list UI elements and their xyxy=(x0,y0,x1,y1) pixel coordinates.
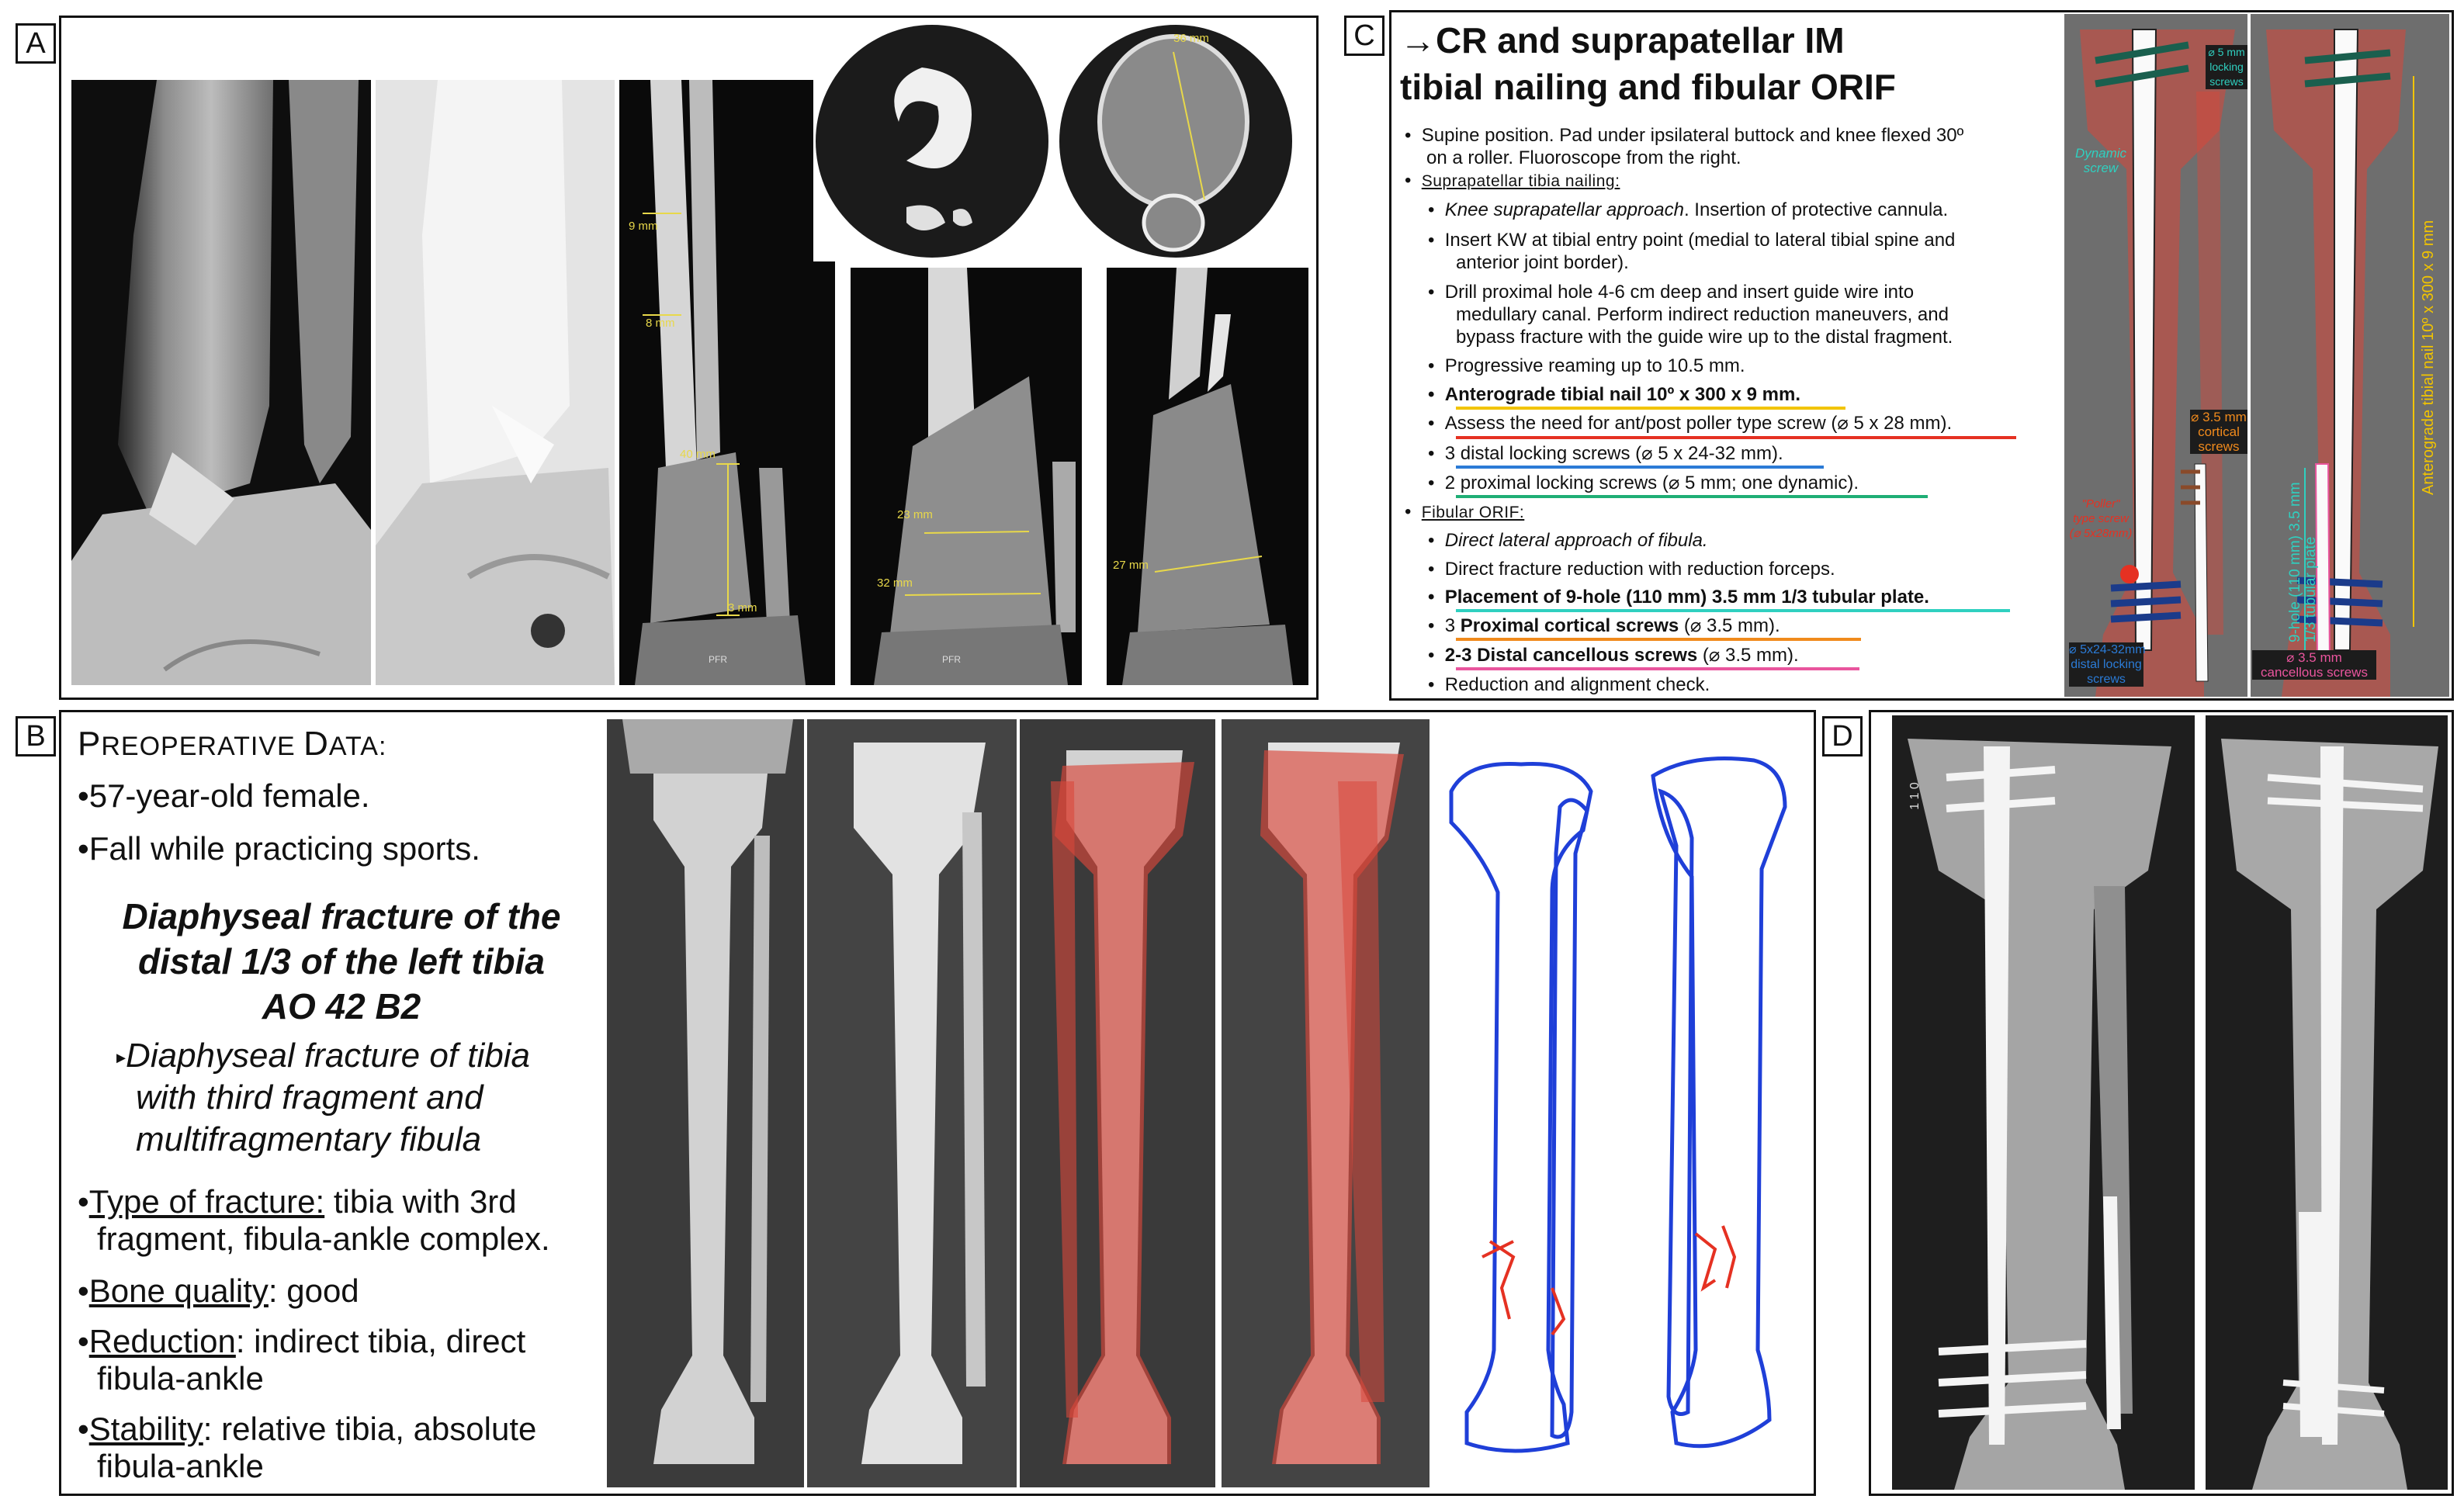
ct-tag-1: PFR xyxy=(709,654,727,665)
ct-coronal-2 xyxy=(851,268,1082,685)
surgery-title-line-1: →CR and suprapatellar IM xyxy=(1400,20,1845,61)
step-distal-locking: • 3 distal locking screws (⌀ 5 x 24-32 mm). xyxy=(1428,443,1783,464)
label-tibial-nail: Anterograde tibial nail 10º x 300 x 9 mm xyxy=(2420,220,2437,495)
step-drill-3: bypass fracture with the guide wire up to the distal fragment. xyxy=(1456,327,1953,348)
xray-lateral-leg-preop xyxy=(807,719,1017,1487)
diagnosis-line-1: Diaphyseal fracture of the xyxy=(122,896,561,936)
xray-lateral-leg-overlay xyxy=(1222,719,1430,1487)
xray-ap-leg-preop xyxy=(607,719,804,1487)
ct-measure-3: 40 mm xyxy=(680,448,716,461)
diagnosis-line-2: distal 1/3 of the left tibia xyxy=(138,941,545,981)
step-cortical: • 3 Proximal cortical screws (⌀ 3.5 mm). xyxy=(1428,615,1780,636)
ct-measure-5: 23 mm xyxy=(897,508,933,521)
section-tibia-nailing: • Suprapatellar tibia nailing: xyxy=(1405,170,1620,191)
xray-lateral-ankle xyxy=(376,80,615,685)
subdiagnosis-line-2: with third fragment and xyxy=(136,1078,483,1117)
step-positioning: • Supine position. Pad under ipsilateral buttock and knee flexed 30º xyxy=(1405,125,1964,146)
step-positioning-2: on a roller. Fluoroscope from the right. xyxy=(1426,147,1741,168)
ct-measure-1: 9 mm xyxy=(629,220,658,233)
step-plate: • Placement of 9-hole (110 mm) 3.5 mm 1/3 tubular plate. xyxy=(1428,587,1929,608)
preop-item-age: •57-year-old female. xyxy=(78,777,370,814)
step-alignment-check: • Reduction and alignment check. xyxy=(1428,674,1710,695)
underline-orange xyxy=(1456,638,1861,641)
diagnosis-line-3: AO 42 B2 xyxy=(262,986,421,1027)
step-proximal-locking: • 2 proximal locking screws (⌀ 5 mm; one dynamic). xyxy=(1428,473,1859,493)
outline-drawing-ap xyxy=(1436,745,1614,1474)
underline-red xyxy=(1456,436,2016,439)
ct-coronal-1 xyxy=(619,80,835,685)
plan-ap-image xyxy=(2064,14,2247,697)
step-fibula-reduction: • Direct fracture reduction with reduction forceps. xyxy=(1428,559,1835,580)
label-dynamic-screw: Dynamic screw xyxy=(2074,146,2127,175)
step-nail: • Anterograde tibial nail 10º x 300 x 9 mm. xyxy=(1428,384,1801,405)
underline-blue xyxy=(1456,466,1824,469)
section-fibular-orif: • Fibular ORIF: xyxy=(1405,501,1525,522)
preop-stability-line-2: fibula-ankle xyxy=(97,1448,264,1484)
ct-axial-1 xyxy=(813,21,1051,261)
label-tubular-plate: 9-hole (110 mm) 3.5 mm 1/3 tubular plate xyxy=(2287,482,2319,642)
ct-measure-8: 36 mm xyxy=(1173,32,1209,45)
preop-item-mechanism: •Fall while practicing sports. xyxy=(78,830,480,867)
preop-heading: PREOPERATIVE DATA: xyxy=(78,725,387,763)
preop-reduction-line-1: •Reduction: indirect tibia, direct xyxy=(78,1323,526,1359)
label-cancellous-screws: ⌀ 3.5 mm cancellous screws xyxy=(2252,650,2376,680)
step-approach: • Knee suprapatellar approach. Insertion of protective cannula. xyxy=(1428,199,1949,220)
surgery-title-line-2: tibial nailing and fibular ORIF xyxy=(1400,67,1896,107)
ct-measure-6: 32 mm xyxy=(877,576,913,590)
xray-ap-leg-overlay xyxy=(1020,719,1215,1487)
label-poller-screw: "Poller" type screw (⌀ 5x28mm) xyxy=(2069,497,2133,540)
step-reaming: • Progressive reaming up to 10.5 mm. xyxy=(1428,355,1745,376)
subdiagnosis-line-3: multifragmentary fibula xyxy=(136,1120,482,1158)
step-cancellous: • 2-3 Distal cancellous screws (⌀ 3.5 mm). xyxy=(1428,645,1799,666)
panel-a-letter: A xyxy=(16,23,56,64)
label-locking-screws: ⌀ 5 mm locking screws xyxy=(2206,45,2247,89)
ct-tag-2: PFR xyxy=(942,654,961,665)
preop-reduction-line-2: fibula-ankle xyxy=(97,1360,264,1397)
step-poller: • Assess the need for ant/post poller type screw (⌀ 5 x 28 mm). xyxy=(1428,413,1953,434)
preop-stability-line-1: •Stability: relative tibia, absolute xyxy=(78,1411,537,1447)
panel-b-letter: B xyxy=(16,716,56,756)
step-drill: • Drill proximal hole 4-6 cm deep and insert guide wire into xyxy=(1428,282,1915,303)
underline-yellow xyxy=(1456,407,1845,410)
xray-marker: 1 1 0 xyxy=(1908,782,1922,810)
label-cortical-screws: ⌀ 3.5 mm cortical screws xyxy=(2191,410,2247,454)
ct-measure-4: 3 mm xyxy=(728,601,757,615)
step-drill-2: medullary canal. Perform indirect reduction maneuvers, and xyxy=(1456,304,1949,325)
step-kw-2: anterior joint border). xyxy=(1456,252,1629,273)
subdiagnosis-line-1: ▸Diaphyseal fracture of tibia xyxy=(116,1037,530,1075)
panel-d-letter: D xyxy=(1822,716,1863,756)
ct-axial-2 xyxy=(1057,21,1294,261)
outline-drawing-lateral xyxy=(1630,745,1808,1474)
underline-green xyxy=(1456,495,1928,498)
preop-type-line-2: fragment, fibula-ankle complex. xyxy=(97,1220,550,1257)
underline-cyan xyxy=(1456,609,2010,612)
ct-sagittal xyxy=(1107,268,1308,685)
preop-bone-quality: •Bone quality: good xyxy=(78,1272,359,1309)
label-distal-locking-screws: ⌀ 5x24-32mm distal locking screws xyxy=(2069,643,2146,686)
plan-lateral-image xyxy=(2251,14,2449,697)
xray-postop-ap xyxy=(1892,715,2195,1490)
step-kw: • Insert KW at tibial entry point (medial to lateral tibial spine and xyxy=(1428,230,1956,251)
step-fibula-approach: • Direct lateral approach of fibula. xyxy=(1428,530,1708,551)
preop-type-line-1: •Type of fracture: tibia with 3rd xyxy=(78,1183,517,1220)
panel-c-letter: C xyxy=(1344,16,1384,56)
ct-measure-2: 8 mm xyxy=(646,317,675,330)
underline-pink xyxy=(1456,667,1859,670)
xray-postop-lateral xyxy=(2206,715,2448,1490)
xray-ap-ankle xyxy=(71,80,371,685)
ct-measure-7: 27 mm xyxy=(1113,559,1149,572)
